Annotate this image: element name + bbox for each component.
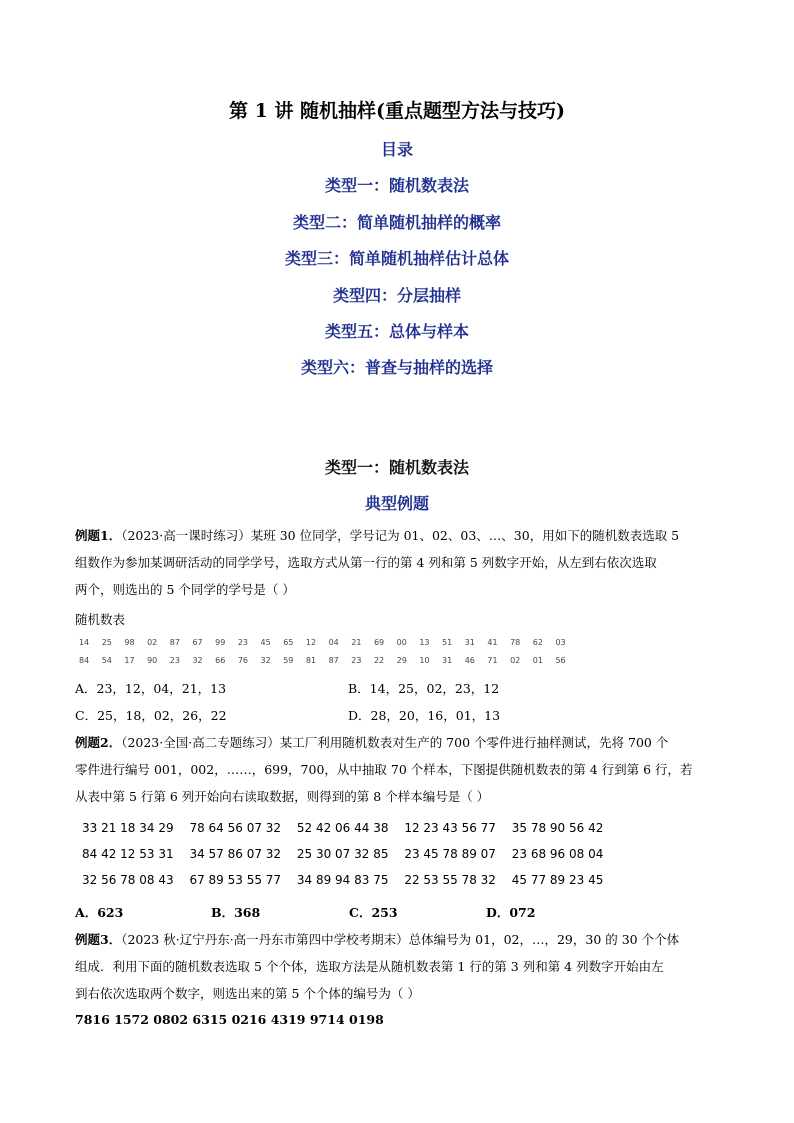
number-group: 35 78 90 56 42 xyxy=(511,821,604,835)
random-number: 46 xyxy=(464,656,475,665)
random-number: 01 xyxy=(532,656,543,665)
option-c: C．25，18，02，26，22 xyxy=(75,708,227,723)
number-group: 34 89 94 83 75 xyxy=(296,873,389,887)
number-group: 52 42 06 44 38 xyxy=(296,821,389,835)
example-3-line: 组成．利用下面的随机数表选取 5 个个体，选取方法是从随机数表第 1 行的第 3 列和第 4 列数字开始由左 xyxy=(75,959,664,974)
random-number: 14 xyxy=(79,638,90,647)
option-d: D．072 xyxy=(486,905,536,920)
option-d: D．28，20，16，01，13 xyxy=(348,708,501,723)
random-number: 31 xyxy=(464,638,475,647)
random-number: 56 xyxy=(555,656,566,665)
number-group: 23 68 96 08 04 xyxy=(511,847,604,861)
random-table-row xyxy=(79,638,578,647)
random-number: 62 xyxy=(532,638,543,647)
random-number: 84 xyxy=(79,656,90,665)
section-subtitle: 典型例题 xyxy=(364,494,429,513)
random-number: 22 xyxy=(373,656,385,665)
number-group: 32 56 78 08 43 xyxy=(82,873,174,887)
random-number: 23 xyxy=(351,656,362,665)
number-group: 34 57 86 07 32 xyxy=(189,847,282,861)
number-group: 84 42 12 53 31 xyxy=(82,847,174,861)
random-number: 98 xyxy=(124,638,135,647)
number-group: 33 21 18 34 29 xyxy=(82,821,174,835)
random-number: 32 xyxy=(192,656,203,665)
random-number: 00 xyxy=(396,638,407,647)
random-number: 66 xyxy=(215,656,226,665)
random-number: 13 xyxy=(419,638,430,647)
example-3-label: 例题3． xyxy=(75,932,122,947)
option-a: A．623 xyxy=(75,905,124,920)
random-number: 21 xyxy=(351,638,362,647)
random-number: 99 xyxy=(215,638,226,647)
number-group: 45 77 89 23 45 xyxy=(511,873,604,887)
random-number: 10 xyxy=(419,656,430,665)
random-number: 04 xyxy=(328,638,339,647)
random-number: 87 xyxy=(328,656,339,665)
example-3-question xyxy=(75,926,725,1007)
random-number: 69 xyxy=(373,638,385,647)
random-number: 59 xyxy=(283,656,294,665)
option-b: B．14，25，02，23，12 xyxy=(348,681,500,696)
random-number: 25 xyxy=(101,638,112,647)
option-c: C．253 xyxy=(349,905,398,920)
random-number: 17 xyxy=(124,656,135,665)
random-table-row xyxy=(79,656,578,665)
random-number: 29 xyxy=(396,656,407,665)
example-3-line: 到右依次选取两个数字，则选出来的第 5 个个体的编号为（ ） xyxy=(75,986,420,1001)
random-number: 54 xyxy=(101,656,112,665)
random-number: 71 xyxy=(487,656,498,665)
example-1-label: 例题1． xyxy=(75,528,122,543)
random-number: 51 xyxy=(442,638,453,647)
number-group: 25 30 07 32 85 xyxy=(296,847,389,861)
toc-item[interactable]: 类型二：简单随机抽样的概率 xyxy=(292,213,501,232)
random-number: 02 xyxy=(510,656,521,665)
random-number: 41 xyxy=(487,638,498,647)
number-group: 12 23 43 56 77 xyxy=(404,821,496,835)
example-2-label: 例题2． xyxy=(75,735,122,750)
random-number: 32 xyxy=(260,656,271,665)
random-number: 90 xyxy=(147,656,158,665)
example-1-line: 组数作为参加某调研活动的同学学号，选取方式从第一行的第 4 列和第 5 列数字开始，从左到右依次选取 xyxy=(75,555,657,570)
example-1-line: 两个，则选出的 5 个同学的学号是（ ） xyxy=(75,582,295,597)
random-number: 65 xyxy=(283,638,294,647)
example-1-question xyxy=(75,522,725,603)
random-number: 87 xyxy=(169,638,180,647)
random-table-row xyxy=(82,873,615,887)
page-title: 第 1 讲 随机抽样(重点题型方法与技巧) xyxy=(228,100,566,122)
random-table-label: 随机数表 xyxy=(75,612,126,627)
random-number: 31 xyxy=(442,656,453,665)
example-1-line: （2023·高一课时练习）某班 30 位同学，学号记为 01、02、03、…、30，用如下的随机数表选取 5 xyxy=(121,528,680,543)
random-number: 12 xyxy=(305,638,317,647)
random-table-row xyxy=(82,821,615,835)
random-number: 76 xyxy=(237,656,248,665)
toc-item[interactable]: 类型四：分层抽样 xyxy=(332,286,461,305)
random-number: 03 xyxy=(555,638,566,647)
example-2-line: 从表中第 5 行第 6 列开始向右读取数据，则得到的第 8 个样本编号是（ ） xyxy=(75,789,490,804)
random-number: 81 xyxy=(305,656,317,665)
number-group: 22 53 55 78 32 xyxy=(404,873,496,887)
example-2-question xyxy=(75,729,725,810)
random-number: 67 xyxy=(192,638,203,647)
toc-item[interactable]: 类型六：普查与抽样的选择 xyxy=(300,358,493,377)
example-3-line: （2023 秋·辽宁丹东·高一丹东市第四中学校考期末）总体编号为 01，02，…，29，30 的 30 个个体 xyxy=(121,932,680,947)
toc-item[interactable]: 类型五：总体与样本 xyxy=(324,322,469,341)
option-b: B．368 xyxy=(211,905,261,920)
example-2-line: 零件进行编号 001，002，……，699，700，从中抽取 70 个样本，下图提供随机数表的第 4 行到第 6 行，若 xyxy=(75,762,693,777)
random-number: 23 xyxy=(237,638,248,647)
toc-heading: 目录 xyxy=(380,140,413,159)
section-title: 类型一：随机数表法 xyxy=(324,458,469,477)
random-number: 02 xyxy=(147,638,158,647)
number-group: 23 45 78 89 07 xyxy=(404,847,496,861)
random-number: 45 xyxy=(260,638,271,647)
random-number: 78 xyxy=(510,638,521,647)
toc-item[interactable]: 类型一：随机数表法 xyxy=(324,176,469,195)
toc-item[interactable]: 类型三：简单随机抽样估计总体 xyxy=(284,249,509,268)
random-number: 23 xyxy=(169,656,180,665)
number-group: 78 64 56 07 32 xyxy=(189,821,282,835)
random-table-row xyxy=(82,847,615,861)
option-a: A．23，12，04，21，13 xyxy=(75,681,227,696)
number-group: 67 89 53 55 77 xyxy=(189,873,282,887)
random-number-line: 7816 1572 0802 6315 0216 4319 9714 0198 xyxy=(75,1012,384,1027)
example-2-line: （2023·全国·高二专题练习）某工厂利用随机数表对生产的 700 个零件进行抽样测试，先将 700 个 xyxy=(121,735,669,750)
